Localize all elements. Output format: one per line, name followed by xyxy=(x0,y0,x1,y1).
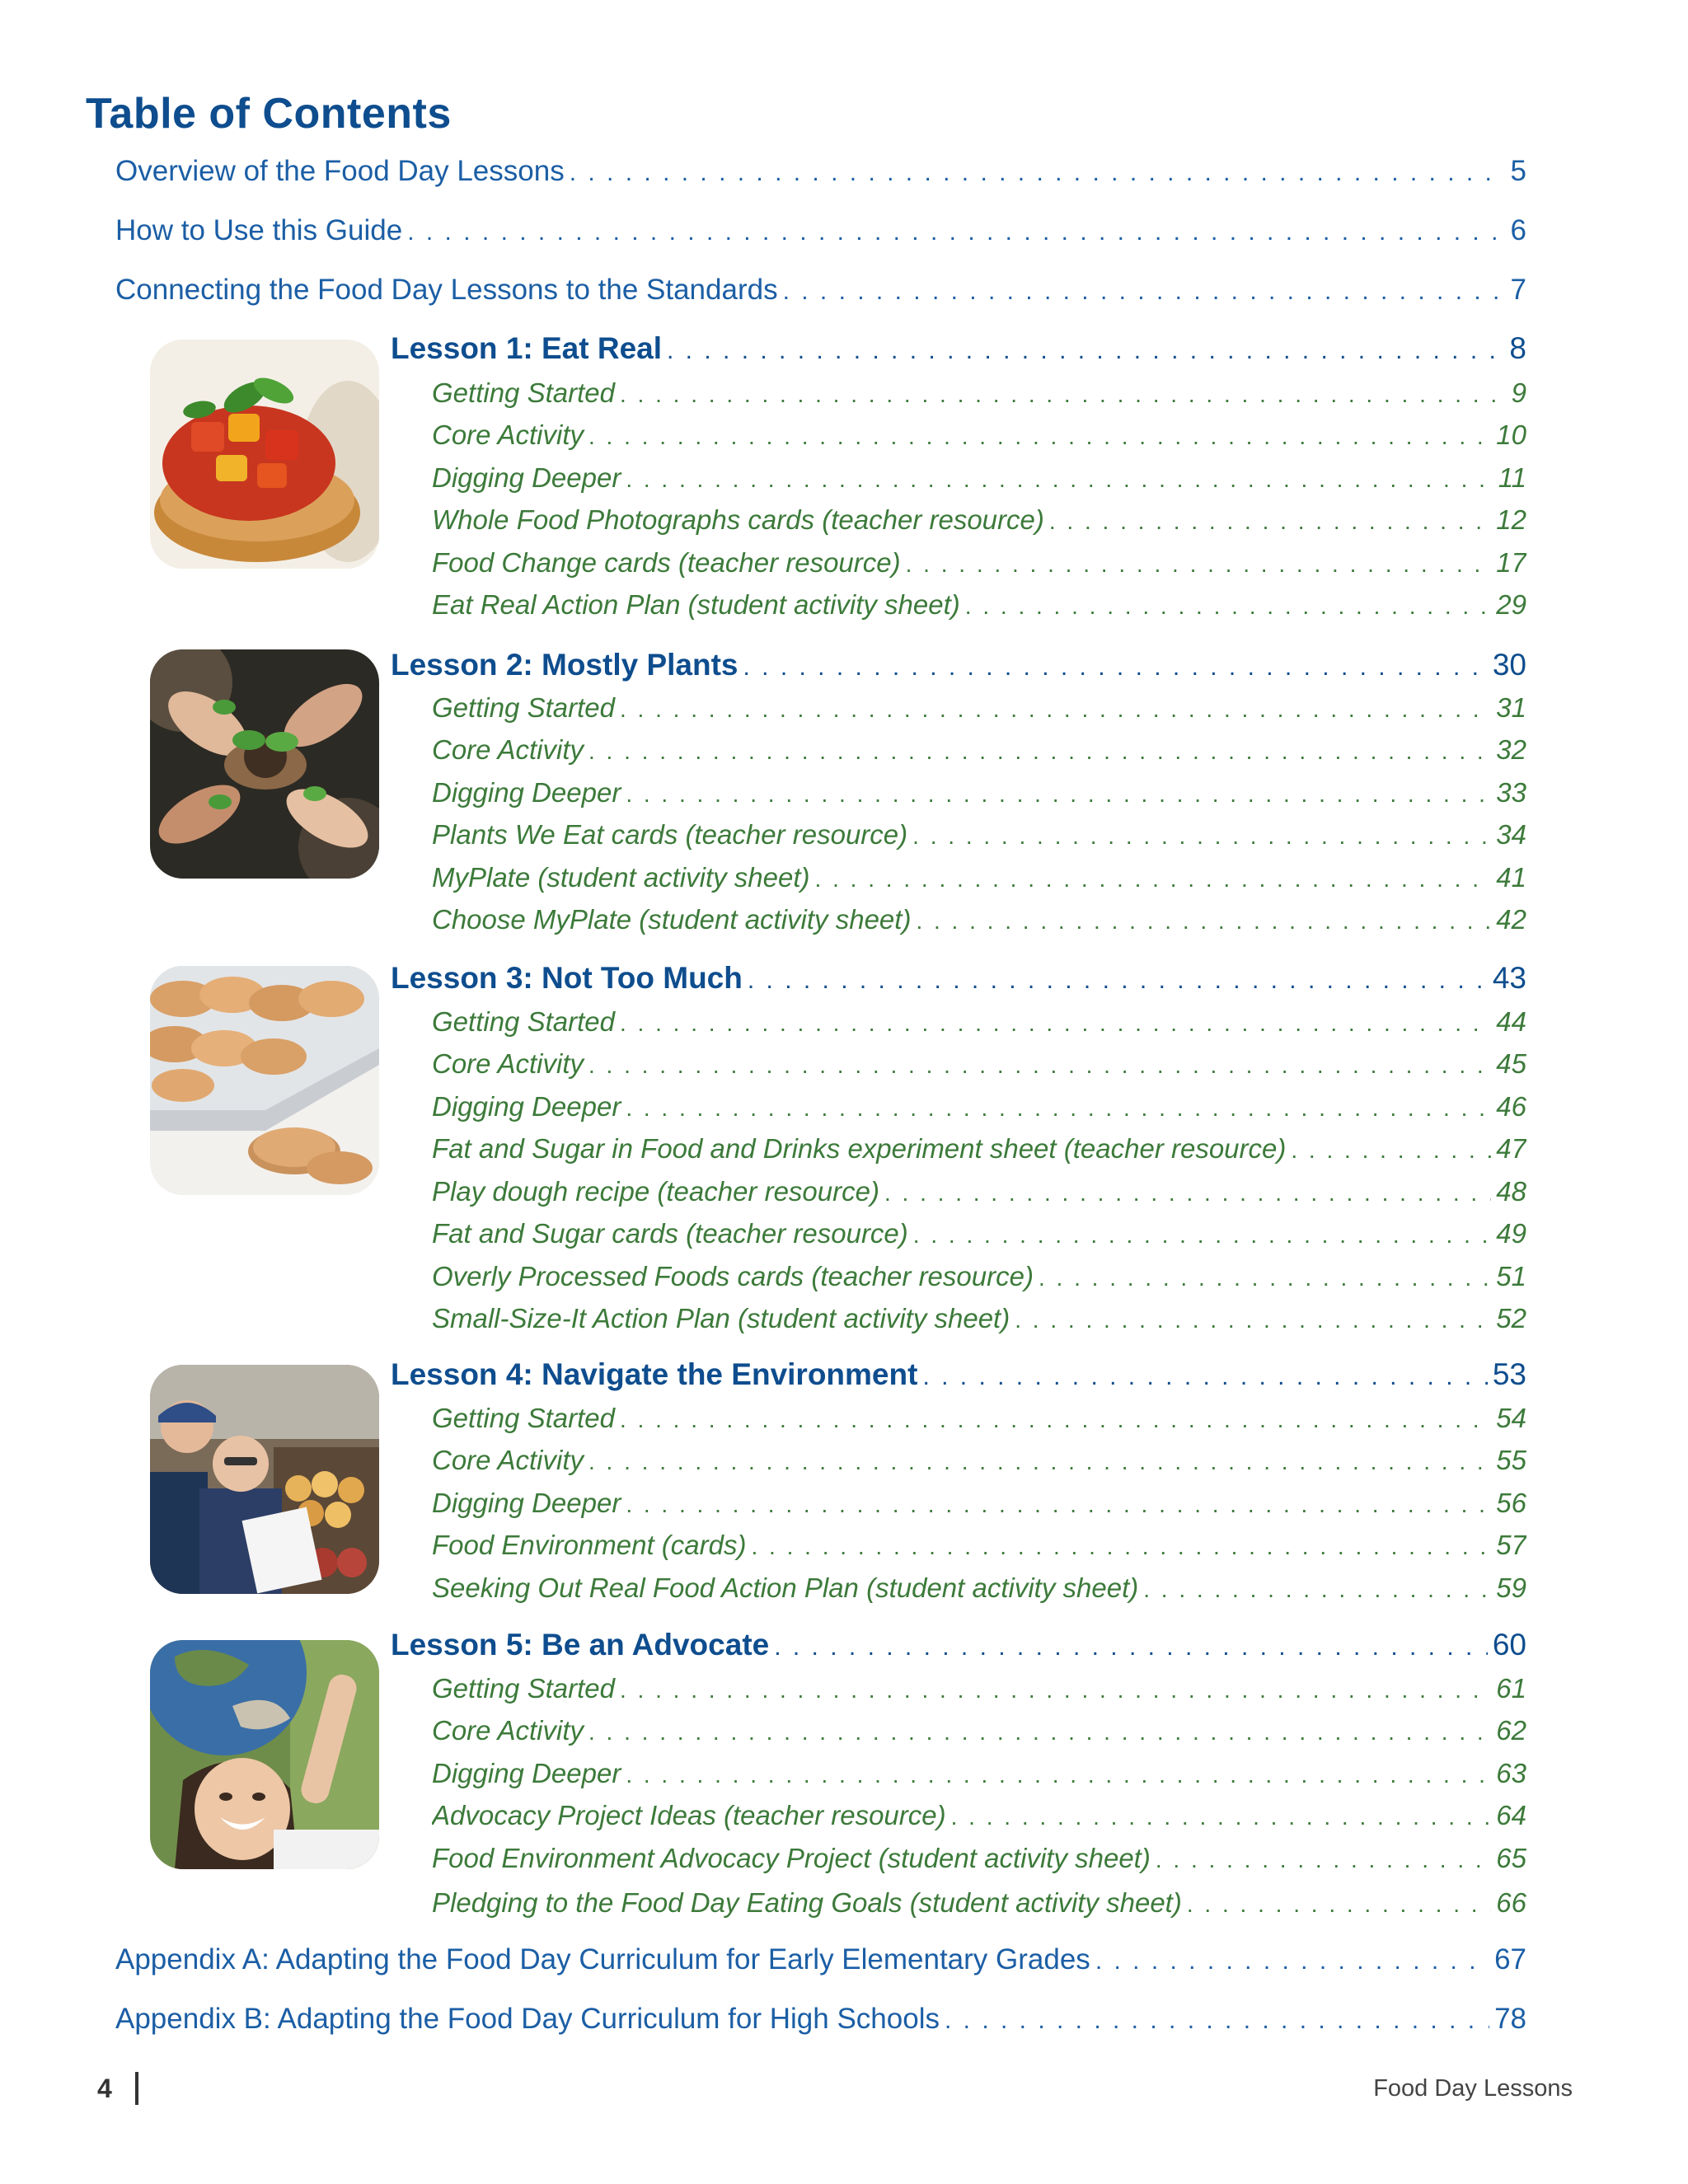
toc-page-number: 5 xyxy=(1510,155,1526,187)
toc-page-number: 65 xyxy=(1496,1843,1526,1873)
toc-item-label: Fat and Sugar in Food and Drinks experiment sheet (teacher resource) xyxy=(432,1133,1287,1164)
lesson-title: Lesson 2: Mostly Plants xyxy=(391,648,738,682)
lesson-5-item[interactable] xyxy=(432,1758,1526,1794)
dot-leader xyxy=(626,1762,1491,1788)
toc-entry-appendix-a[interactable] xyxy=(115,1943,1526,1981)
lesson-2-item[interactable] xyxy=(432,904,1526,940)
toc-page-number: 17 xyxy=(1496,547,1526,578)
dot-leader xyxy=(783,278,1506,306)
toc-item-label: Whole Food Photographs cards (teacher resource) xyxy=(432,504,1044,535)
toc-item-label: Digging Deeper xyxy=(432,1758,621,1788)
dot-leader xyxy=(774,1633,1488,1661)
lesson-3-item[interactable] xyxy=(432,1218,1526,1254)
toc-page-number: 46 xyxy=(1496,1091,1526,1122)
toc-page-number: 11 xyxy=(1498,462,1526,493)
lesson-3-item[interactable] xyxy=(432,1303,1526,1339)
dot-leader xyxy=(965,593,1492,620)
lesson-3-heading[interactable] xyxy=(391,961,1526,1001)
dot-leader xyxy=(884,1180,1491,1207)
toc-page-number: 63 xyxy=(1496,1758,1526,1788)
dot-leader xyxy=(588,424,1491,450)
footer-page-number: 4 xyxy=(97,2074,112,2103)
lesson-2-photo-hands-seedlings xyxy=(150,649,379,879)
toc-page-number: 60 xyxy=(1492,1628,1526,1661)
dot-leader xyxy=(620,696,1491,723)
toc-entry-standards[interactable] xyxy=(115,274,1526,312)
dot-leader xyxy=(620,1010,1491,1037)
toc-page-number: 78 xyxy=(1494,2003,1526,2035)
dot-leader xyxy=(1143,1577,1491,1603)
toc-page-number: 29 xyxy=(1496,589,1526,620)
toc-page-number: 41 xyxy=(1496,862,1526,893)
toc-item-label: Getting Started xyxy=(432,1673,615,1704)
lesson-3-item[interactable] xyxy=(432,1048,1526,1085)
dot-leader xyxy=(1095,1947,1489,1975)
dot-leader xyxy=(913,1222,1492,1249)
footer-divider xyxy=(135,2072,138,2105)
toc-item-label: Seeking Out Real Food Action Plan (student activity sheet) xyxy=(432,1572,1139,1603)
lesson-5-photo-girl-globe xyxy=(150,1640,379,1869)
lesson-5-item[interactable] xyxy=(432,1673,1526,1709)
dot-leader xyxy=(626,466,1493,493)
lesson-5-item[interactable] xyxy=(432,1715,1526,1751)
lesson-title: Lesson 5: Be an Advocate xyxy=(391,1628,770,1661)
lesson-title: Lesson 4: Navigate the Environment xyxy=(391,1357,918,1391)
toc-page-number: 32 xyxy=(1496,734,1526,765)
toc-page-number: 6 xyxy=(1510,214,1526,246)
toc-entry-label: Overview of the Food Day Lessons xyxy=(115,155,565,187)
lesson-1-item[interactable] xyxy=(432,547,1526,583)
toc-page-number: 12 xyxy=(1496,504,1526,535)
toc-page-number: 45 xyxy=(1496,1048,1526,1079)
toc-page-number: 31 xyxy=(1496,692,1526,723)
dot-leader xyxy=(626,1095,1491,1122)
toc-item-label: Eat Real Action Plan (student activity sheet) xyxy=(432,589,960,620)
dot-leader xyxy=(1156,1847,1491,1873)
toc-item-label: Food Environment (cards) xyxy=(432,1530,747,1560)
toc-page-number: 59 xyxy=(1496,1572,1526,1603)
lesson-1-item[interactable] xyxy=(432,504,1526,541)
toc-entry-appendix-b[interactable] xyxy=(115,2003,1526,2041)
dot-leader xyxy=(906,551,1492,578)
lesson-3-item[interactable] xyxy=(432,1176,1526,1212)
dot-leader xyxy=(588,1719,1491,1746)
toc-item-label: Core Activity xyxy=(432,1048,584,1079)
toc-item-label: Food Change cards (teacher resource) xyxy=(432,547,901,578)
toc-page-number: 55 xyxy=(1496,1445,1526,1475)
toc-page-number: 57 xyxy=(1496,1530,1526,1560)
toc-item-label: Digging Deeper xyxy=(432,1488,621,1518)
toc-entry-label: Connecting the Food Day Lessons to the Standards xyxy=(115,274,778,306)
dot-leader xyxy=(748,967,1488,995)
toc-item-label: Getting Started xyxy=(432,1403,615,1433)
lesson-4-item[interactable] xyxy=(432,1488,1526,1524)
dot-leader xyxy=(667,337,1504,365)
dot-leader xyxy=(1039,1265,1491,1291)
toc-entry-overview[interactable] xyxy=(115,155,1526,193)
dot-leader xyxy=(922,1363,1487,1391)
toc-page-number: 62 xyxy=(1496,1715,1526,1746)
toc-item-label: Core Activity xyxy=(432,419,584,450)
lesson-2-item[interactable] xyxy=(432,819,1526,855)
lesson-4-heading[interactable] xyxy=(391,1357,1526,1397)
toc-page-number: 64 xyxy=(1496,1800,1526,1830)
lesson-2-item[interactable] xyxy=(432,734,1526,771)
toc-item-label: Pledging to the Food Day Eating Goals (student activity sheet) xyxy=(432,1887,1182,1918)
toc-entry-label: Appendix B: Adapting the Food Day Curriculum for High Schools xyxy=(115,2003,940,2035)
toc-page-number: 7 xyxy=(1510,274,1526,306)
toc-page-number: 30 xyxy=(1492,648,1526,682)
toc-item-label: Getting Started xyxy=(432,377,615,408)
toc-page-number: 48 xyxy=(1496,1176,1526,1207)
lesson-1-item[interactable] xyxy=(432,589,1526,626)
toc-item-label: Getting Started xyxy=(432,1006,615,1037)
dot-leader xyxy=(945,2007,1489,2035)
toc-item-label: Digging Deeper xyxy=(432,777,621,808)
toc-item-label: Food Environment Advocacy Project (student activity sheet) xyxy=(432,1843,1151,1873)
toc-page-number: 67 xyxy=(1494,1943,1526,1975)
toc-page-number: 56 xyxy=(1496,1488,1526,1518)
lesson-1-item[interactable] xyxy=(432,462,1526,499)
dot-leader xyxy=(620,1407,1491,1433)
dot-leader xyxy=(1049,509,1491,535)
toc-item-label: Getting Started xyxy=(432,692,615,723)
toc-page-number: 44 xyxy=(1496,1006,1526,1037)
toc-item-label: Core Activity xyxy=(432,1715,584,1746)
footer-publication-title: Food Day Lessons xyxy=(1373,2075,1573,2102)
toc-item-label: Digging Deeper xyxy=(432,462,621,493)
toc-page-number: 8 xyxy=(1509,331,1526,365)
toc-page-number: 52 xyxy=(1496,1303,1526,1333)
toc-item-label: MyPlate (student activity sheet) xyxy=(432,862,810,893)
lesson-title: Lesson 1: Eat Real xyxy=(391,331,663,365)
toc-item-label: Digging Deeper xyxy=(432,1091,621,1122)
toc-page-number: 66 xyxy=(1496,1887,1526,1918)
dot-leader xyxy=(912,823,1491,850)
lesson-4-item[interactable] xyxy=(432,1530,1526,1566)
toc-item-label: Core Activity xyxy=(432,734,584,765)
toc-item-label: Advocacy Project Ideas (teacher resource) xyxy=(432,1800,946,1830)
lesson-5-item[interactable] xyxy=(432,1800,1526,1836)
toc-page-number: 10 xyxy=(1496,419,1526,450)
toc-item-label: Choose MyPlate (student activity sheet) xyxy=(432,904,912,935)
lesson-title: Lesson 3: Not Too Much xyxy=(391,961,743,995)
toc-item-label: Play dough recipe (teacher resource) xyxy=(432,1176,879,1207)
toc-page-number: 49 xyxy=(1496,1218,1526,1249)
lesson-1-item[interactable] xyxy=(432,419,1526,456)
dot-leader xyxy=(588,738,1491,765)
toc-entry-how-to-use[interactable] xyxy=(115,214,1526,252)
lesson-5-heading[interactable] xyxy=(391,1628,1526,1667)
toc-item-label: Small-Size-It Action Plan (student activity sheet) xyxy=(432,1303,1010,1333)
toc-page-number: 42 xyxy=(1496,904,1526,935)
toc-page-number: 34 xyxy=(1496,819,1526,850)
dot-leader xyxy=(1187,1891,1491,1918)
lesson-4-item[interactable] xyxy=(432,1403,1526,1439)
toc-page-number: 33 xyxy=(1496,777,1526,808)
lesson-3-item[interactable] xyxy=(432,1091,1526,1127)
toc-page-number: 53 xyxy=(1492,1357,1526,1391)
toc-entry-label: Appendix A: Adapting the Food Day Curriculum for Early Elementary Grades xyxy=(115,1943,1090,1975)
lesson-2-heading[interactable] xyxy=(391,648,1526,687)
lesson-3-item[interactable] xyxy=(432,1133,1526,1169)
dot-leader xyxy=(815,866,1492,893)
dot-leader xyxy=(916,908,1491,935)
lesson-1-photo-bruschetta xyxy=(150,340,379,569)
toc-item-label: Fat and Sugar cards (teacher resource) xyxy=(432,1218,908,1249)
toc-entry-label: How to Use this Guide xyxy=(115,214,403,246)
lesson-2-item[interactable] xyxy=(432,777,1526,813)
dot-leader xyxy=(743,654,1488,682)
toc-item-label: Overly Processed Foods cards (teacher resource) xyxy=(432,1261,1034,1291)
lesson-4-item[interactable] xyxy=(432,1445,1526,1481)
lesson-4-photo-market-kids xyxy=(150,1365,379,1594)
lesson-2-item[interactable] xyxy=(432,862,1526,898)
toc-page-number: 9 xyxy=(1511,377,1526,408)
toc-item-label: Plants We Eat cards (teacher resource) xyxy=(432,819,908,850)
dot-leader xyxy=(588,1052,1491,1079)
dot-leader xyxy=(620,382,1507,408)
lesson-1-heading[interactable] xyxy=(391,331,1526,371)
dot-leader xyxy=(1015,1307,1491,1333)
toc-page-number: 61 xyxy=(1496,1673,1526,1704)
lesson-3-photo-cookies xyxy=(150,966,379,1195)
dot-leader xyxy=(951,1804,1492,1830)
dot-leader xyxy=(1291,1137,1491,1164)
lesson-4-item[interactable] xyxy=(432,1572,1526,1609)
lesson-1-item[interactable] xyxy=(432,377,1526,414)
lesson-2-item[interactable] xyxy=(432,692,1526,729)
dot-leader xyxy=(626,1492,1491,1518)
dot-leader xyxy=(588,1449,1491,1475)
toc-item-label: Core Activity xyxy=(432,1445,584,1475)
page-title: Table of Contents xyxy=(86,90,452,138)
lesson-5-item[interactable] xyxy=(432,1843,1526,1879)
lesson-5-item[interactable] xyxy=(432,1887,1526,1924)
lesson-3-item[interactable] xyxy=(432,1006,1526,1043)
dot-leader xyxy=(751,1534,1491,1560)
toc-page-number: 47 xyxy=(1496,1133,1526,1164)
toc-page-number: 43 xyxy=(1492,961,1526,995)
dot-leader xyxy=(620,1677,1491,1704)
toc-page-number: 51 xyxy=(1496,1261,1526,1291)
dot-leader xyxy=(407,218,1505,246)
dot-leader xyxy=(626,781,1491,808)
dot-leader xyxy=(570,159,1506,187)
toc-page-number: 54 xyxy=(1496,1403,1526,1433)
lesson-3-item[interactable] xyxy=(432,1261,1526,1297)
